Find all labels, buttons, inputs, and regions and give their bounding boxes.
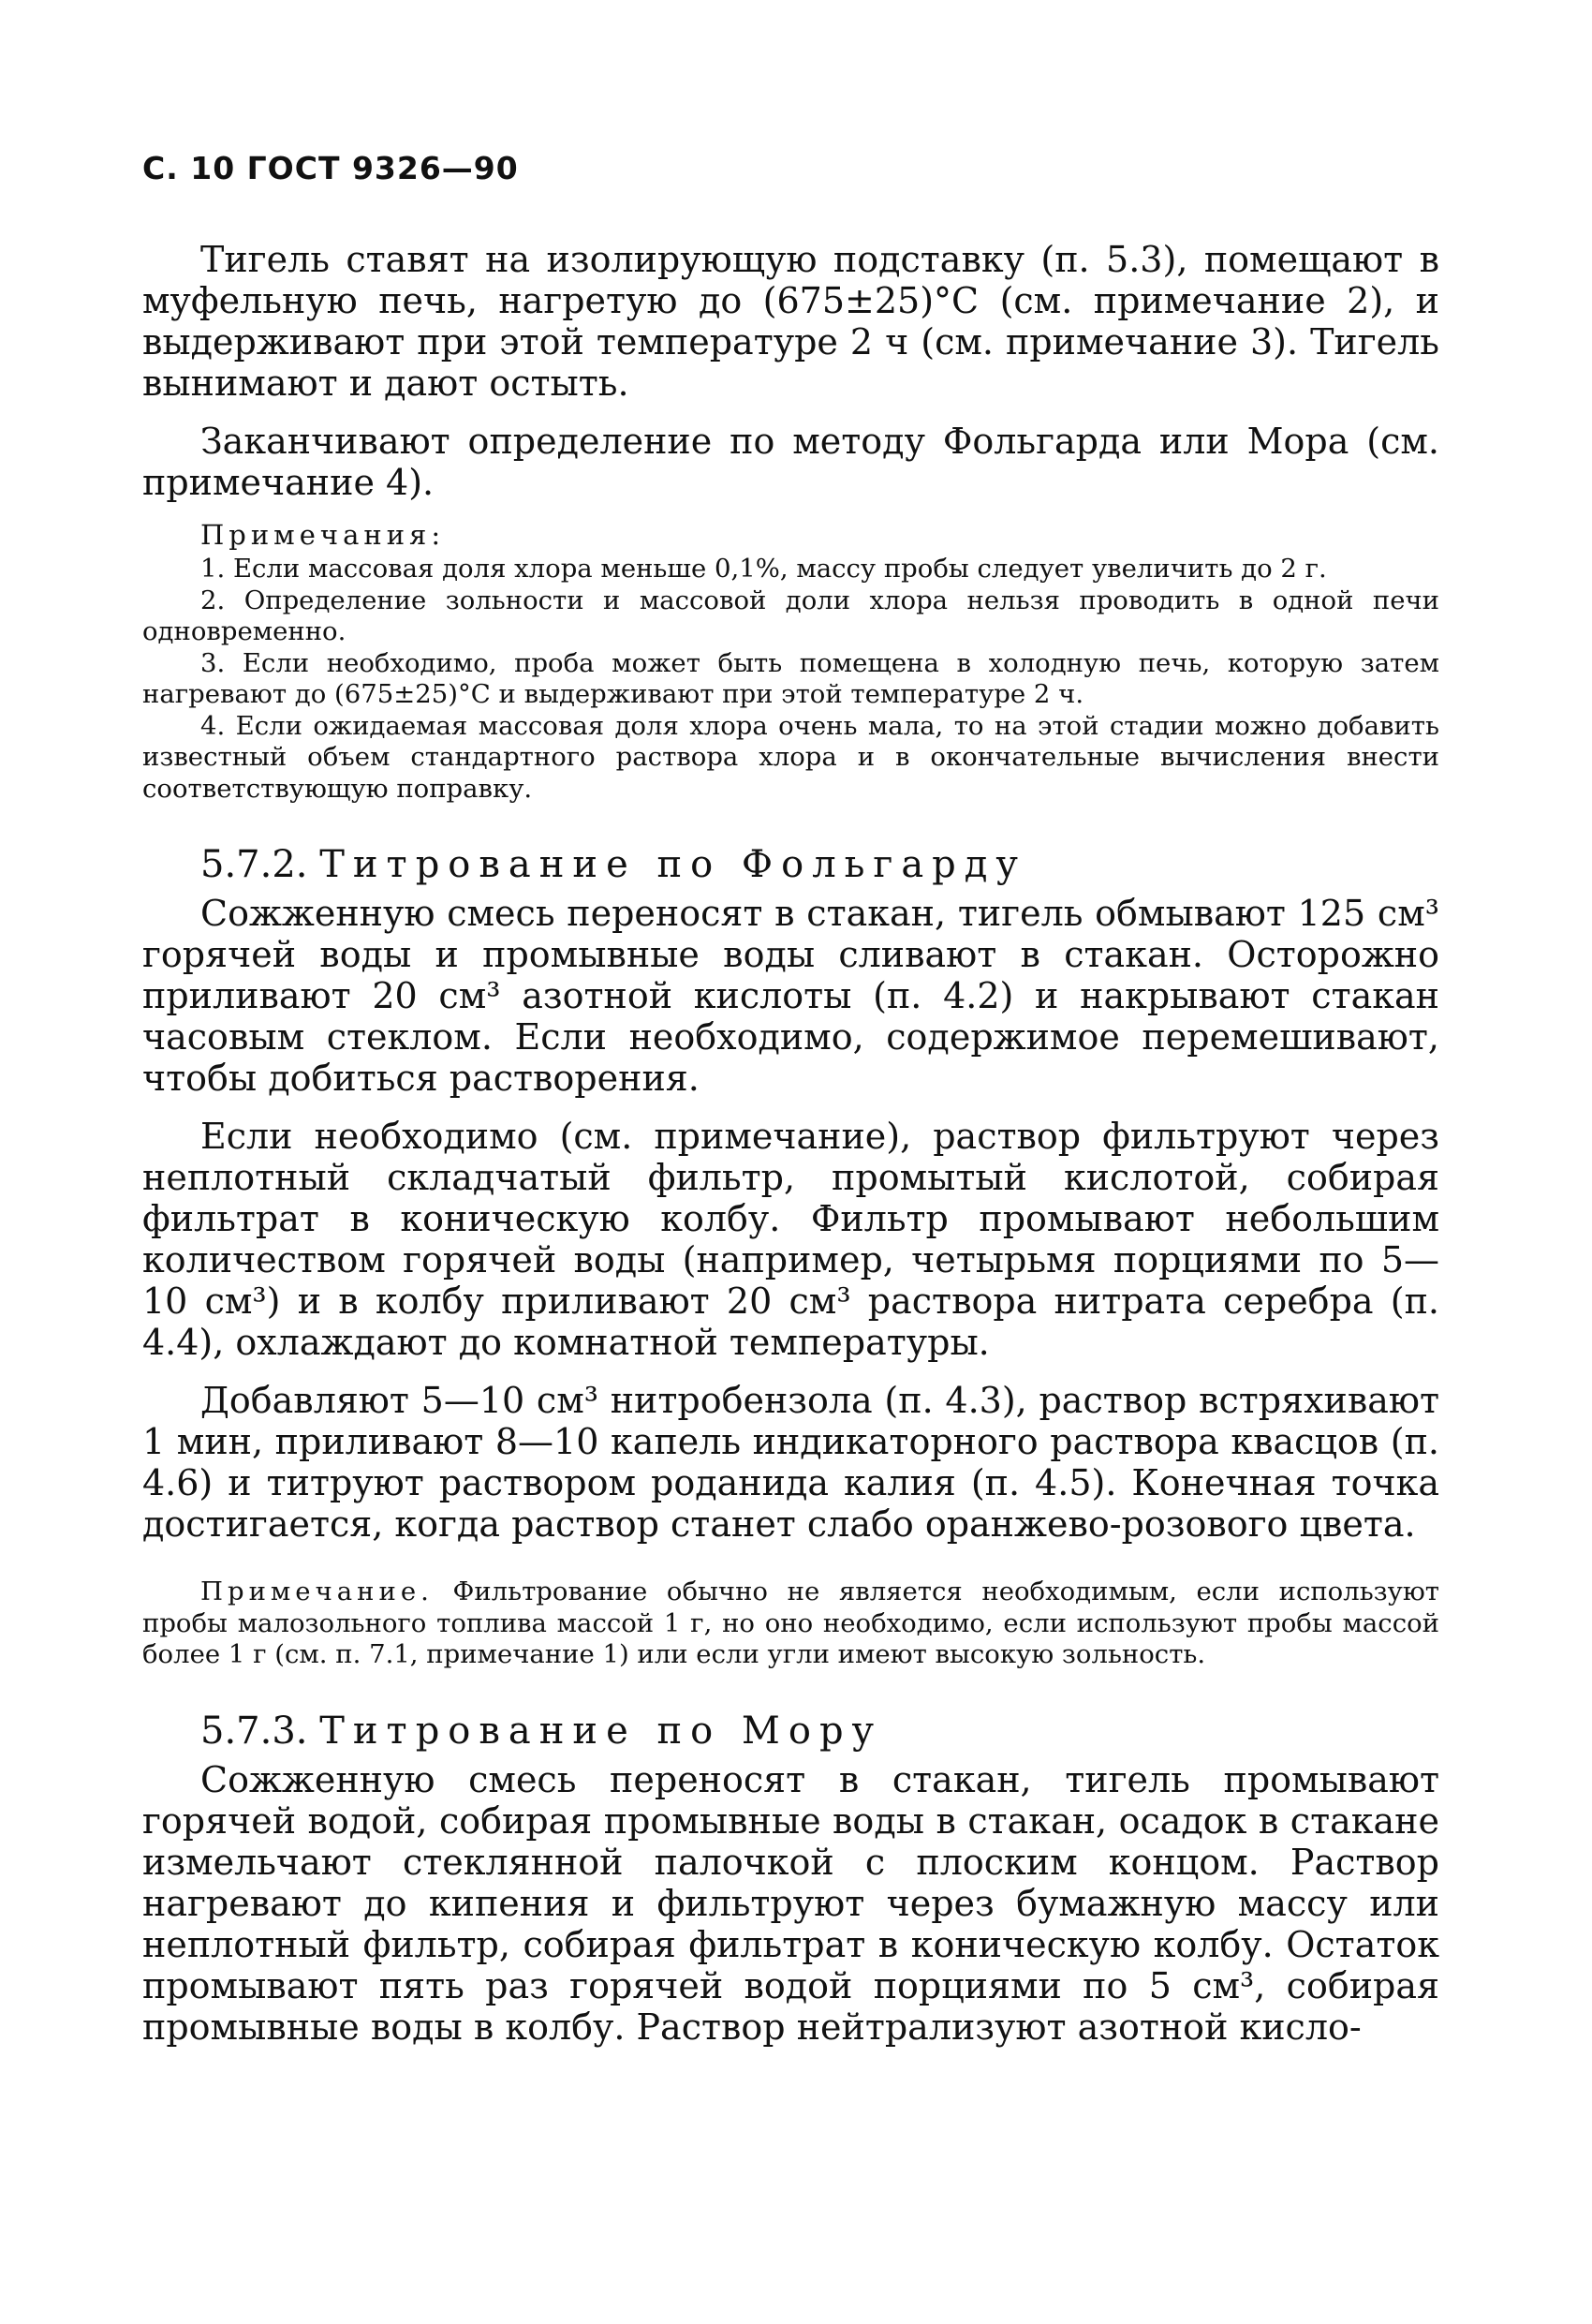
section-572-heading <box>142 842 1439 887</box>
notes-title: Примечания: <box>200 519 446 551</box>
section-572-title: Титрование по Фольгарду <box>319 843 1026 886</box>
section-572-note-text: Фильтрование обычно не является необходимым, если используют пробы малозольного топлива массой 1 г, но оно необходимо, если используют пробы массой более 1 г (см. п. 7.1, примечание 1) или если угли имеют высокую зольность. <box>142 1576 1440 1669</box>
section-573-paragraph-1: Сожженную смесь переносят в стакан, тигель промывают горячей водой, собирая промывные воды в стакан, осадок в стакане измельчают стеклянной палочкой с плоским концом. Раствор нагревают до кипения и фильтруют через бумажную массу или неплотный фильтр, собирая фильтрат в коническую колбу. Остаток промывают пять раз горячей водой порциями по 5 см³, собирая промывные воды в колбу. Раствор нейтрализуют азотной кисло- <box>142 1758 1439 2048</box>
page-body <box>142 239 1439 2048</box>
note-1: 1. Если массовая доля хлора меньше 0,1%, массу пробы следует увеличить до 2 г. <box>200 554 1327 584</box>
section-572-paragraph-2: Если необходимо (см. примечание), раствор фильтруют через неплотный складчатый фильтр, промытый кислотой, собирая фильтрат в коническую колбу. Фильтр промывают небольшим количеством горячей воды (например, четырьмя порциями по 5—10 см³) и в колбу приливают 20 см³ раствора нитрата серебра (п. 4.4), охлаждают до комнатной температуры. <box>142 1116 1439 1363</box>
section-572-note <box>142 1576 1439 1671</box>
page-header: С. 10 ГОСТ 9326—90 <box>142 150 519 186</box>
paragraph-finish: Заканчивают определение по методу Фольгарда или Мора (см. примечание 4). <box>142 421 1439 503</box>
section-573-title: Титрование по Мору <box>319 1709 883 1753</box>
paragraph-crucible: Тигель ставят на изолирующую подставку (п. 5.3), помещают в муфельную печь, нагретую до (675±25)°С (см. примечание 2), и выдерживают при этой температуре 2 ч (см. примечание 3). Тигель вынимают и дают остыть. <box>142 239 1439 404</box>
section-572-number: 5.7.2. <box>200 843 308 886</box>
section-572-note-label: Примечание. <box>200 1576 434 1606</box>
note-3: 3. Если необходимо, проба может быть помещена в холодную печь, которую затем нагревают до (675±25)°С и выдерживают при этой температуре 2 ч. <box>142 647 1439 709</box>
section-572-paragraph-1: Сожженную смесь переносят в стакан, тигель обмывают 125 см³ горячей воды и промывные воды сливают в стакан. Осторожно приливают 20 см³ азотной кислоты (п. 4.2) и накрывают стакан часовым стеклом. Если необходимо, содержимое перемешивают, чтобы добиться растворения. <box>142 893 1439 1099</box>
note-4: 4. Если ожидаемая массовая доля хлора очень мала, то на этой стадии можно добавить известный объем стандартного раствора хлора и в окончательные вычисления внести соответствующую поправку. <box>142 710 1439 804</box>
section-573-heading <box>142 1709 1439 1754</box>
section-572-paragraph-3: Добавляют 5—10 см³ нитробензола (п. 4.3), раствор встряхивают 1 мин, приливают 8—10 капель индикаторного раствора квасцов (п. 4.6) и титруют раствором роданида калия (п. 4.5). Конечная точка достигается, когда раствор станет слабо оранжево-розового цвета. <box>142 1380 1439 1545</box>
section-573-number: 5.7.3. <box>200 1709 308 1753</box>
note-2: 2. Определение зольности и массовой доли хлора нельзя проводить в одной печи одновременно. <box>142 585 1439 646</box>
